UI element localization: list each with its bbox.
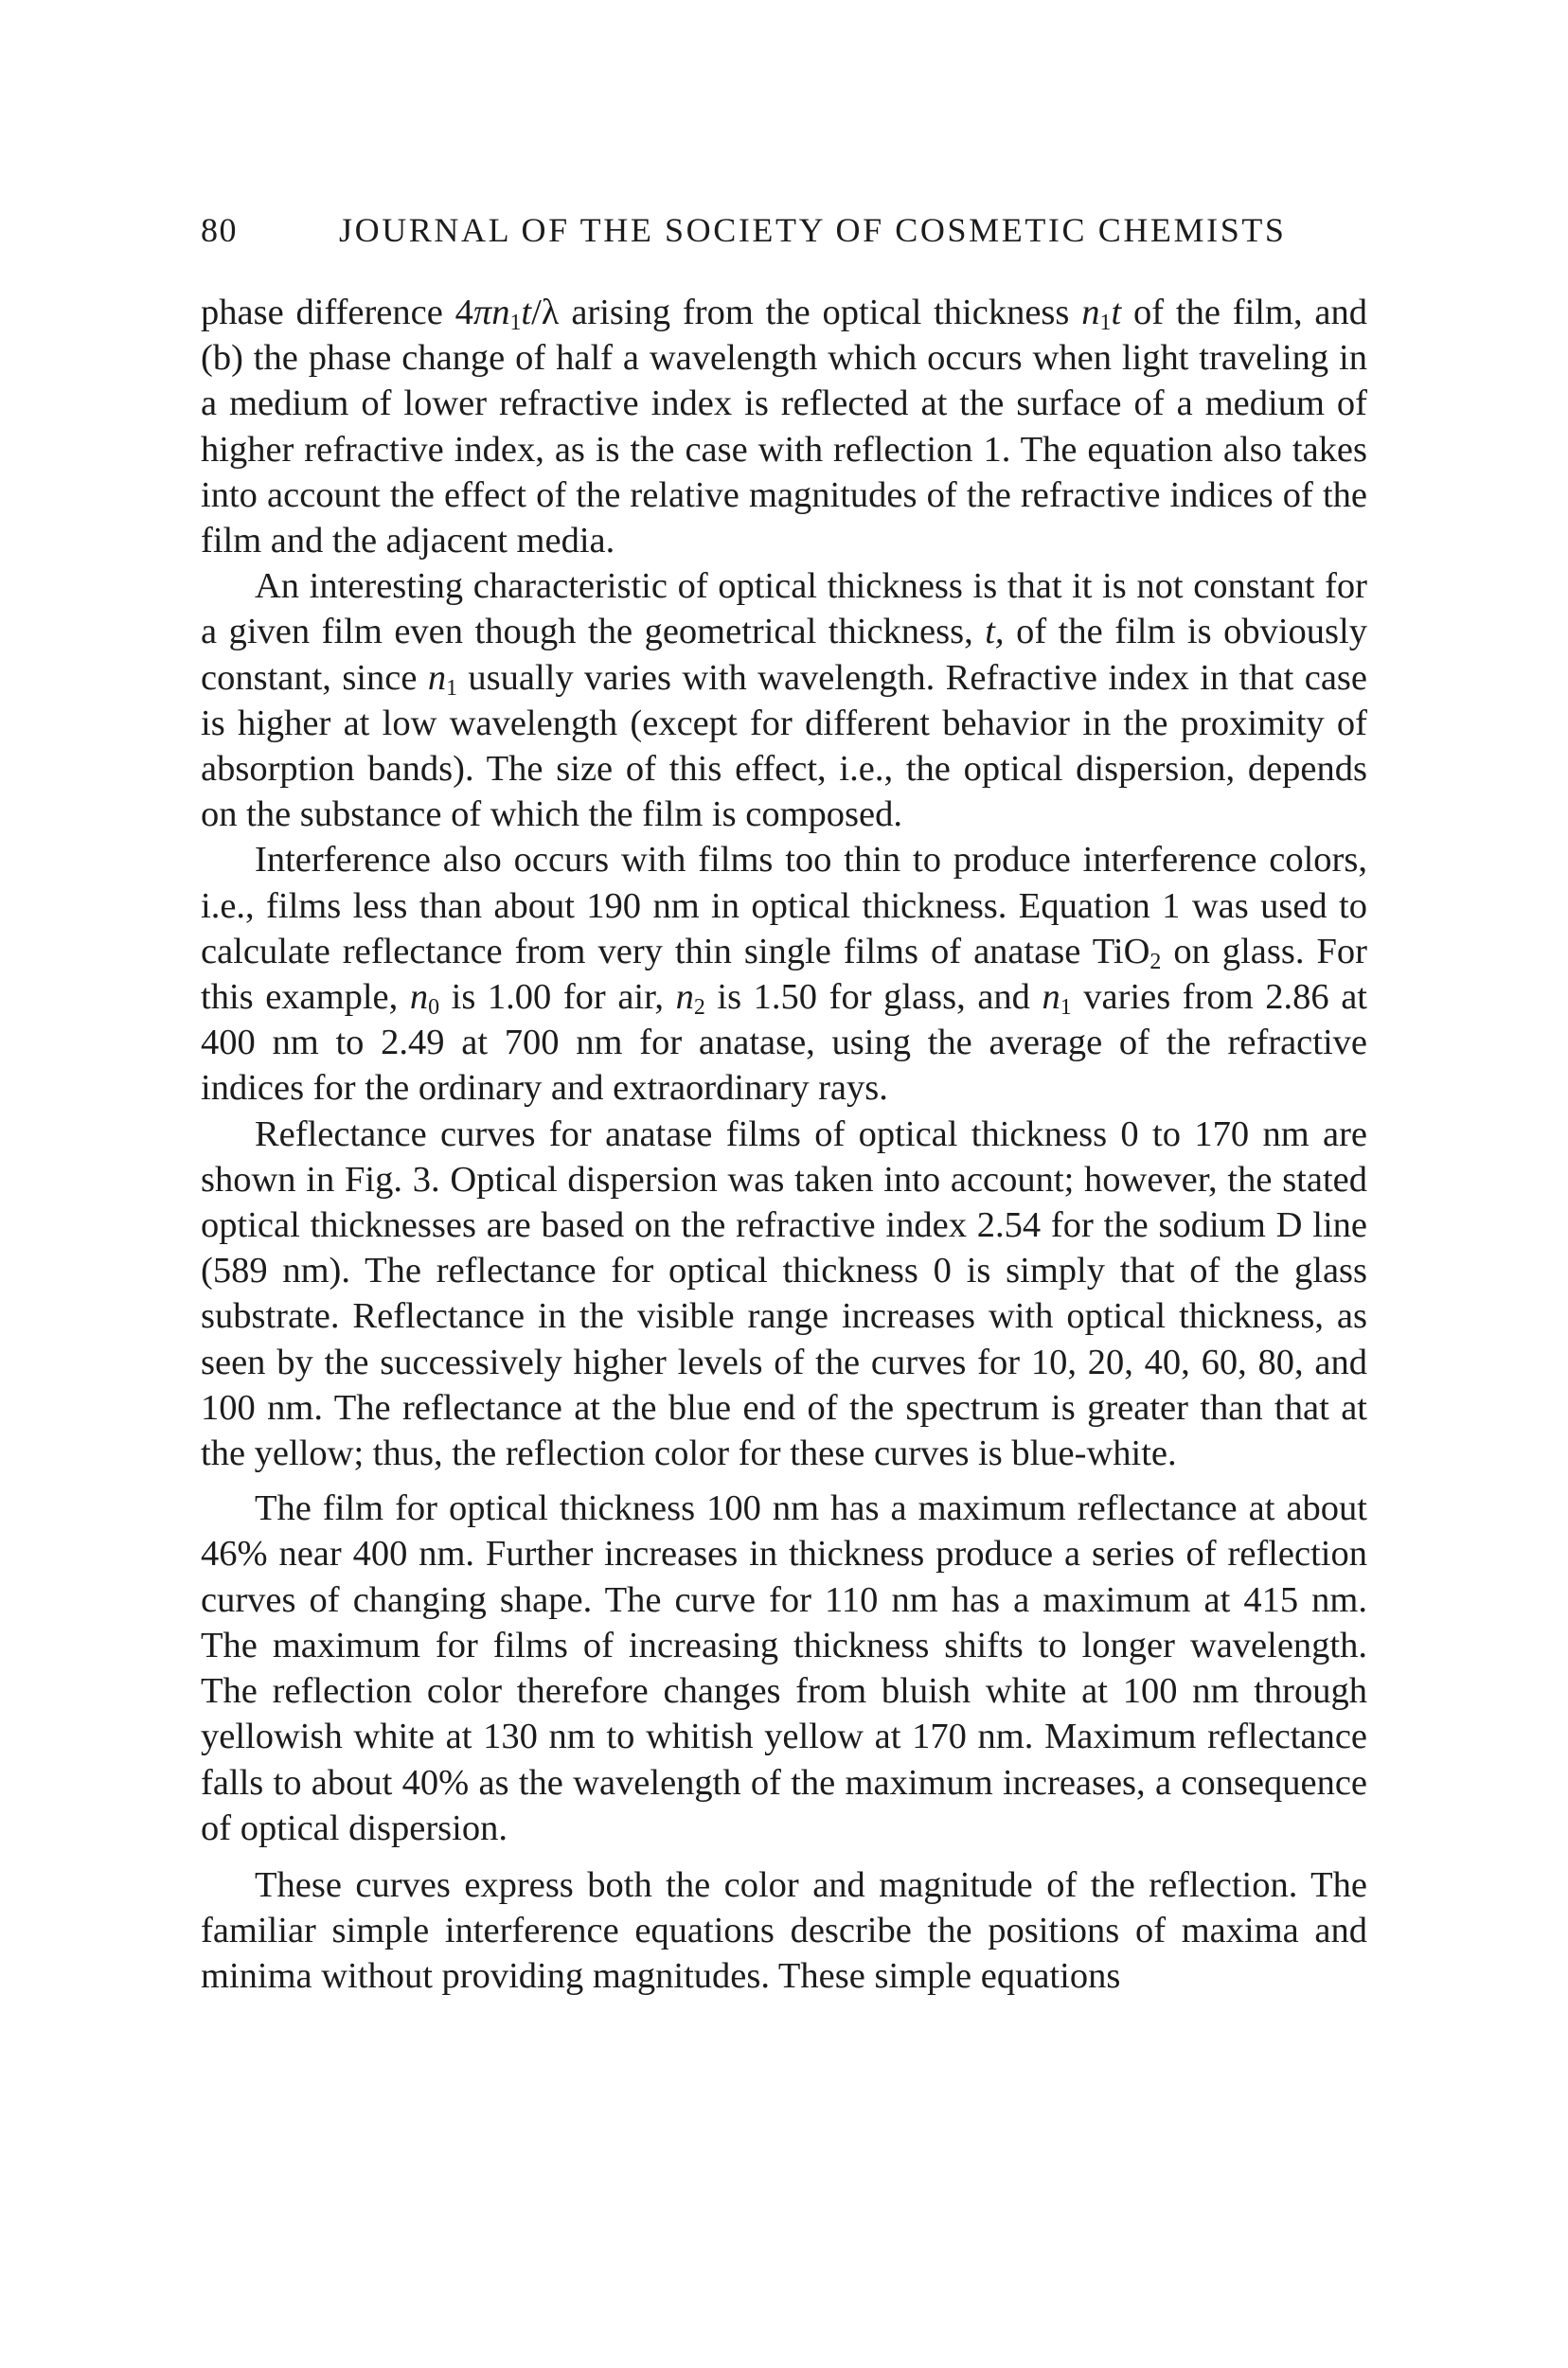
journal-title: JOURNAL OF THE SOCIETY OF COSMETIC CHEMISTS (339, 211, 1287, 249)
paragraph-4: Reflectance curves for anatase films of optical thickness 0 to 170 nm are shown in Fig. 3. Optical dispersion was taken into account; however, the stated optical thicknesses are based on the refractive index 2.54 for the sodium D line (589 nm). The reflectance for optical thickness 0 is simply that of the glass substrate. Reflectance in the visible range increases with optical thickness, as seen by the successively higher levels of the curves for 10, 20, 40, 60, 80, and 100 nm. The reflectance at the blue end of the spectrum is greater than that at the yellow; thus, the reflection color for these curves is blue-white. (201, 1113, 1367, 1474)
paragraph-1: phase difference $4\pi n_1t/\lambda$ arising from the optical thickness $n_1t$ of the film, and (b) the phase change of half a wavelength which occurs when light traveling in a medium of lower refractive index is reflected at the surface of a medium of higher refractive index, as is the case with reflection 1. The equation also takes into account the effect of the relative magnitudes of the refractive indices of the film and the adjacent media. (201, 293, 1367, 561)
page-number: 80 (201, 211, 238, 249)
paragraph-5: The film for optical thickness 100 nm has a maximum reflectance at about 46% near 400 nm. Further increases in thickness produce a series of reflection curves of changing shape. The curve for 110 nm has a maximum at 415 nm. The maximum for films of increasing thickness shifts to longer wavelength. The reflection color therefore changes from bluish white at 100 nm through yellowish white at 130 nm to whitish yellow at 170 nm. Maximum reflectance falls to about 40% as the wavelength of the maximum increases, a consequence of optical dispersion. (201, 1488, 1367, 1848)
paragraph-3: Interference also occurs with films too thin to produce interference colors, i.e., films less than about 190 nm in optical thickness. Equation 1 was used to calculate reflectance from very thin single films of anatase TiO$_2$ on glass. For this example, $n_0$ is 1.00 for air, $n_2$ is 1.50 for glass, and $n_1$ varies from 2.86 at 400 nm to 2.49 at 700 nm for anatase, using the average of the refractive indices for the ordinary and extraordinary rays. (201, 840, 1367, 1109)
paragraph-6: These curves express both the color and magnitude of the reflection. The familiar simple interference equations describe the positions of maxima and minima without providing magnitudes. These simple equations (201, 1864, 1367, 1997)
running-header (201, 210, 1367, 259)
paragraph-2: An interesting characteristic of optical thickness is that it is not constant for a given film even though the geometrical thickness, t, of the film is obviously constant, since $n_1$ usually varies with wavelength. Refractive index in that case is higher at low wavelength (except for different behavior in the proximity of absorption bands). The size of this effect, i.e., the optical dispersion, depends on the substance of which the film is composed. (201, 566, 1367, 835)
article-body (201, 290, 1367, 2000)
